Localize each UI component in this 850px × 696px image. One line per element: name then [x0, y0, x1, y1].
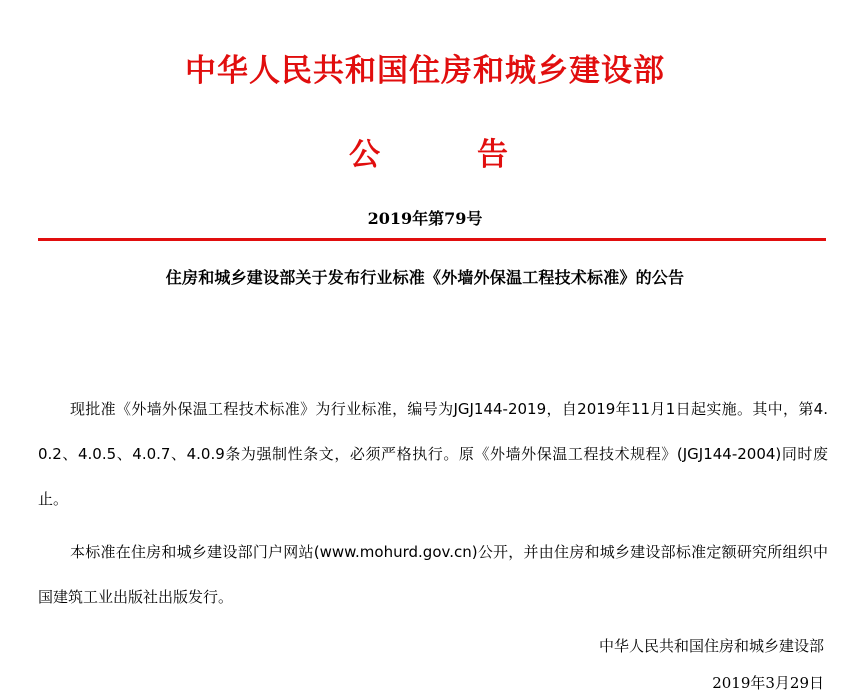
signature-date: 2019年3月29日: [712, 674, 824, 692]
notice-label-left: 公: [349, 137, 380, 173]
body-paragraph-1: 现批准《外墙外保温工程技术标准》为行业标准，编号为JGJ144-2019，自2019年11月1日起实施。其中，第4.0.2、4.0.5、4.0.7、4.0.9条为强制性条文，必须严格执行。原《外墙外保温工程技术规程》(JGJ144-2004)同时废止。: [38, 400, 828, 508]
document-number: 2019年第79号: [367, 209, 483, 228]
body-paragraph-2: 本标准在住房和城乡建设部门户网站(www.mohurd.gov.cn)公开，并由住房和城乡建设部标准定额研究所组织中国建筑工业出版社出版发行。: [38, 543, 828, 606]
notice-title: 住房和城乡建设部关于发布行业标准《外墙外保温工程技术标准》的公告: [165, 268, 685, 287]
signature-issuer: 中华人民共和国住房和城乡建设部: [598, 637, 824, 655]
notice-label-right: 告: [477, 137, 508, 173]
issuer-header: 中华人民共和国住房和城乡建设部: [185, 53, 665, 89]
red-divider-line: [38, 238, 826, 241]
